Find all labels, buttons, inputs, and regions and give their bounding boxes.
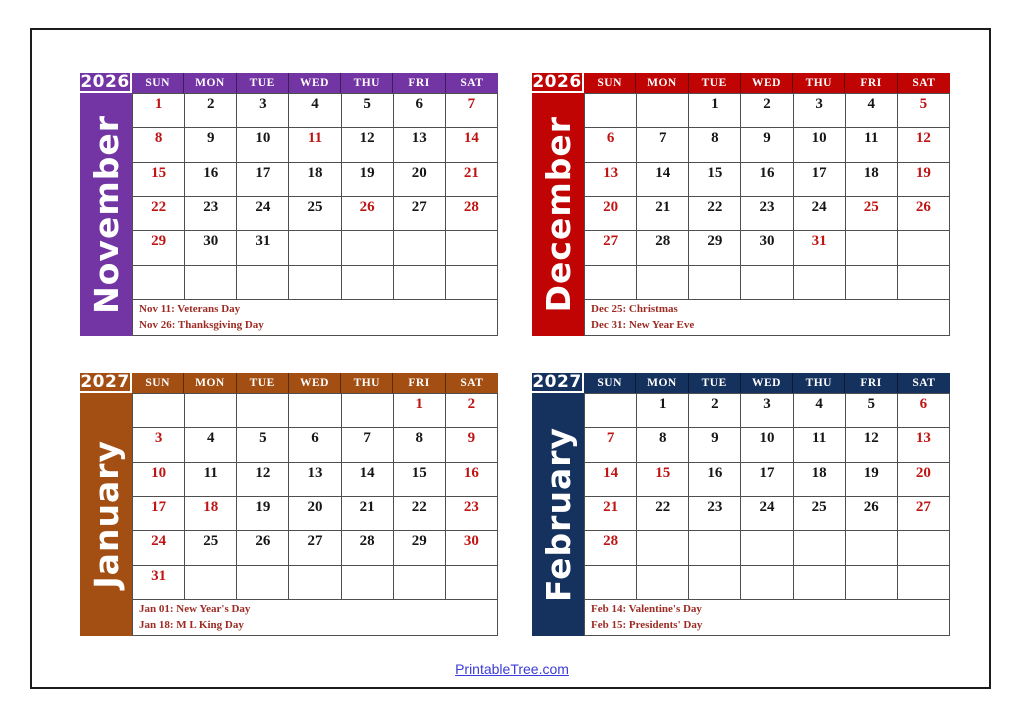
weekday-label: FRI <box>845 373 897 393</box>
date-cell: 22 <box>133 197 185 231</box>
month-band <box>80 393 132 636</box>
date-cell: 6 <box>585 128 637 162</box>
empty-cell <box>342 566 394 600</box>
holiday-notes <box>584 600 950 636</box>
date-cell: 5 <box>846 394 898 428</box>
empty-cell <box>289 394 341 428</box>
date-cell: 3 <box>741 394 793 428</box>
date-cell: 22 <box>689 197 741 231</box>
empty-cell <box>637 531 689 565</box>
empty-cell <box>689 266 741 300</box>
empty-cell <box>898 231 950 265</box>
month-name-label: December <box>538 116 578 313</box>
date-cell: 5 <box>342 94 394 128</box>
date-cell: 10 <box>133 463 185 497</box>
date-cell: 23 <box>446 497 498 531</box>
month-band <box>532 393 584 636</box>
date-cell: 21 <box>446 163 498 197</box>
date-cell: 14 <box>342 463 394 497</box>
date-cell: 26 <box>846 497 898 531</box>
date-cell: 18 <box>794 463 846 497</box>
date-cell: 3 <box>237 94 289 128</box>
date-cell: 16 <box>689 463 741 497</box>
date-cell: 1 <box>394 394 446 428</box>
empty-cell <box>689 566 741 600</box>
date-cell: 22 <box>394 497 446 531</box>
date-cell: 29 <box>133 231 185 265</box>
date-cell: 27 <box>585 231 637 265</box>
empty-cell <box>446 266 498 300</box>
date-cell: 14 <box>446 128 498 162</box>
date-cell: 21 <box>585 497 637 531</box>
holiday-notes <box>584 300 950 336</box>
date-cell: 27 <box>289 531 341 565</box>
empty-cell <box>237 394 289 428</box>
empty-cell <box>289 266 341 300</box>
date-cell: 16 <box>185 163 237 197</box>
empty-cell <box>289 566 341 600</box>
date-cell: 31 <box>237 231 289 265</box>
date-cell: 3 <box>133 428 185 462</box>
date-cell: 30 <box>185 231 237 265</box>
dates-grid <box>132 393 498 600</box>
date-cell: 14 <box>637 163 689 197</box>
empty-cell <box>637 566 689 600</box>
date-cell: 26 <box>342 197 394 231</box>
date-cell: 25 <box>289 197 341 231</box>
date-cell: 2 <box>689 394 741 428</box>
year-label: 2027 <box>532 373 584 393</box>
calendar-december-2026 <box>532 73 950 336</box>
date-cell: 14 <box>585 463 637 497</box>
date-cell: 18 <box>289 163 341 197</box>
date-cell: 28 <box>585 531 637 565</box>
date-cell: 24 <box>237 197 289 231</box>
date-cell: 4 <box>185 428 237 462</box>
date-cell: 15 <box>133 163 185 197</box>
weekday-label: WED <box>289 73 341 93</box>
holiday-note: Dec 25: Christmas <box>591 303 678 315</box>
date-cell: 16 <box>446 463 498 497</box>
date-cell: 19 <box>846 463 898 497</box>
date-cell: 11 <box>185 463 237 497</box>
weekday-header-row <box>132 373 498 393</box>
weekday-label: MON <box>184 373 236 393</box>
date-cell: 28 <box>637 231 689 265</box>
date-cell: 17 <box>794 163 846 197</box>
holiday-note: Jan 01: New Year's Day <box>139 603 251 615</box>
empty-cell <box>342 394 394 428</box>
date-cell: 27 <box>394 197 446 231</box>
date-cell: 12 <box>342 128 394 162</box>
empty-cell <box>846 531 898 565</box>
year-label: 2027 <box>80 373 132 393</box>
weekday-label: MON <box>184 73 236 93</box>
date-cell: 13 <box>289 463 341 497</box>
month-band <box>532 93 584 336</box>
date-cell: 17 <box>237 163 289 197</box>
date-cell: 31 <box>133 566 185 600</box>
empty-cell <box>394 266 446 300</box>
weekday-header-row <box>132 73 498 93</box>
date-cell: 1 <box>637 394 689 428</box>
date-cell: 19 <box>342 163 394 197</box>
weekday-label: MON <box>636 373 688 393</box>
empty-cell <box>237 266 289 300</box>
empty-cell <box>185 566 237 600</box>
date-cell: 10 <box>237 128 289 162</box>
date-cell: 27 <box>898 497 950 531</box>
weekday-label: MON <box>636 73 688 93</box>
date-cell: 23 <box>185 197 237 231</box>
date-cell: 4 <box>846 94 898 128</box>
date-cell: 16 <box>741 163 793 197</box>
empty-cell <box>237 566 289 600</box>
date-cell: 23 <box>689 497 741 531</box>
month-name-label: February <box>538 426 578 603</box>
empty-cell <box>394 566 446 600</box>
date-cell: 18 <box>846 163 898 197</box>
date-cell: 2 <box>741 94 793 128</box>
weekday-label: SUN <box>584 373 636 393</box>
date-cell: 19 <box>237 497 289 531</box>
date-cell: 6 <box>394 94 446 128</box>
date-cell: 25 <box>185 531 237 565</box>
date-cell: 5 <box>237 428 289 462</box>
date-cell: 5 <box>898 94 950 128</box>
date-cell: 4 <box>794 394 846 428</box>
date-cell: 12 <box>846 428 898 462</box>
date-cell: 30 <box>741 231 793 265</box>
date-cell: 10 <box>794 128 846 162</box>
printabletree-link[interactable]: PrintableTree.com <box>455 661 569 677</box>
weekday-label: SAT <box>912 377 936 389</box>
date-cell: 12 <box>237 463 289 497</box>
month-name-label: January <box>86 440 126 589</box>
date-cell: 3 <box>794 94 846 128</box>
date-cell: 29 <box>394 531 446 565</box>
weekday-label: SUN <box>132 373 184 393</box>
date-cell: 26 <box>898 197 950 231</box>
calendar-january-2027 <box>80 373 498 636</box>
weekday-label: SAT <box>460 377 484 389</box>
empty-cell <box>133 266 185 300</box>
holiday-note: Jan 18: M L King Day <box>139 618 244 631</box>
weekday-label: WED <box>741 373 793 393</box>
empty-cell <box>898 266 950 300</box>
weekday-label: SUN <box>584 73 636 93</box>
date-cell: 20 <box>289 497 341 531</box>
date-cell: 2 <box>185 94 237 128</box>
empty-cell <box>289 231 341 265</box>
year-label: 2026 <box>532 73 584 93</box>
weekday-label: SUN <box>132 73 184 93</box>
date-cell: 22 <box>637 497 689 531</box>
date-cell: 4 <box>289 94 341 128</box>
date-cell: 11 <box>794 428 846 462</box>
date-cell: 20 <box>585 197 637 231</box>
empty-cell <box>394 231 446 265</box>
empty-cell <box>741 266 793 300</box>
date-cell: 8 <box>133 128 185 162</box>
empty-cell <box>689 531 741 565</box>
calendar-november-2026 <box>80 73 498 336</box>
holiday-note: Dec 31: New Year Eve <box>591 318 695 331</box>
weekday-label: TUE <box>689 373 741 393</box>
empty-cell <box>342 231 394 265</box>
date-cell: 19 <box>898 163 950 197</box>
date-cell: 20 <box>898 463 950 497</box>
date-cell: 15 <box>637 463 689 497</box>
date-cell: 24 <box>133 531 185 565</box>
empty-cell <box>446 231 498 265</box>
date-cell: 7 <box>585 428 637 462</box>
date-cell: 24 <box>741 497 793 531</box>
date-cell: 28 <box>446 197 498 231</box>
date-cell: 12 <box>898 128 950 162</box>
empty-cell <box>898 531 950 565</box>
weekday-header-row <box>584 73 950 93</box>
holiday-notes <box>132 600 498 636</box>
holiday-note: Feb 14: Valentine's Day <box>591 603 702 615</box>
date-cell: 29 <box>689 231 741 265</box>
weekday-label: TUE <box>689 73 741 93</box>
empty-cell <box>794 266 846 300</box>
weekday-label: THU <box>793 73 845 93</box>
empty-cell <box>585 94 637 128</box>
weekday-label: WED <box>289 373 341 393</box>
date-cell: 20 <box>394 163 446 197</box>
empty-cell <box>846 266 898 300</box>
date-cell: 2 <box>446 394 498 428</box>
empty-cell <box>342 266 394 300</box>
date-cell: 7 <box>446 94 498 128</box>
weekday-label: SAT <box>912 77 936 89</box>
date-cell: 25 <box>846 197 898 231</box>
date-cell: 11 <box>846 128 898 162</box>
date-cell: 8 <box>637 428 689 462</box>
empty-cell <box>637 266 689 300</box>
date-cell: 30 <box>446 531 498 565</box>
holiday-note: Nov 26: Thanksgiving Day <box>139 318 264 331</box>
weekday-label: THU <box>341 373 393 393</box>
empty-cell <box>185 394 237 428</box>
empty-cell <box>637 94 689 128</box>
weekday-label: FRI <box>845 73 897 93</box>
holiday-notes <box>132 300 498 336</box>
empty-cell <box>185 266 237 300</box>
date-cell: 26 <box>237 531 289 565</box>
dates-grid <box>584 393 950 600</box>
empty-cell <box>898 566 950 600</box>
empty-cell <box>741 531 793 565</box>
empty-cell <box>741 566 793 600</box>
weekday-label: TUE <box>237 73 289 93</box>
footer <box>0 661 1024 679</box>
date-cell: 8 <box>394 428 446 462</box>
date-cell: 13 <box>585 163 637 197</box>
date-cell: 28 <box>342 531 394 565</box>
date-cell: 8 <box>689 128 741 162</box>
weekday-label: FRI <box>393 373 445 393</box>
weekday-label: THU <box>793 373 845 393</box>
date-cell: 23 <box>741 197 793 231</box>
month-name-label: November <box>86 115 126 314</box>
weekday-label: SAT <box>460 77 484 89</box>
date-cell: 10 <box>741 428 793 462</box>
weekday-label: THU <box>341 73 393 93</box>
date-cell: 6 <box>898 394 950 428</box>
date-cell: 17 <box>741 463 793 497</box>
date-cell: 17 <box>133 497 185 531</box>
date-cell: 24 <box>794 197 846 231</box>
date-cell: 6 <box>289 428 341 462</box>
empty-cell <box>133 394 185 428</box>
date-cell: 13 <box>898 428 950 462</box>
date-cell: 1 <box>133 94 185 128</box>
date-cell: 7 <box>342 428 394 462</box>
calendar-february-2027 <box>532 373 950 636</box>
empty-cell <box>846 566 898 600</box>
empty-cell <box>446 566 498 600</box>
date-cell: 9 <box>741 128 793 162</box>
date-cell: 15 <box>394 463 446 497</box>
date-cell: 18 <box>185 497 237 531</box>
dates-grid <box>584 93 950 300</box>
date-cell: 25 <box>794 497 846 531</box>
empty-cell <box>585 566 637 600</box>
empty-cell <box>794 566 846 600</box>
empty-cell <box>585 394 637 428</box>
dates-grid <box>132 93 498 300</box>
date-cell: 11 <box>289 128 341 162</box>
empty-cell <box>585 266 637 300</box>
month-band <box>80 93 132 336</box>
weekday-header-row <box>584 373 950 393</box>
holiday-note: Feb 15: Presidents' Day <box>591 618 703 631</box>
date-cell: 13 <box>394 128 446 162</box>
date-cell: 1 <box>689 94 741 128</box>
date-cell: 21 <box>637 197 689 231</box>
date-cell: 31 <box>794 231 846 265</box>
date-cell: 9 <box>185 128 237 162</box>
empty-cell <box>794 531 846 565</box>
weekday-label: WED <box>741 73 793 93</box>
year-label: 2026 <box>80 73 132 93</box>
date-cell: 9 <box>689 428 741 462</box>
weekday-label: TUE <box>237 373 289 393</box>
date-cell: 21 <box>342 497 394 531</box>
empty-cell <box>846 231 898 265</box>
date-cell: 7 <box>637 128 689 162</box>
date-cell: 9 <box>446 428 498 462</box>
weekday-label: FRI <box>393 73 445 93</box>
date-cell: 15 <box>689 163 741 197</box>
holiday-note: Nov 11: Veterans Day <box>139 303 241 315</box>
